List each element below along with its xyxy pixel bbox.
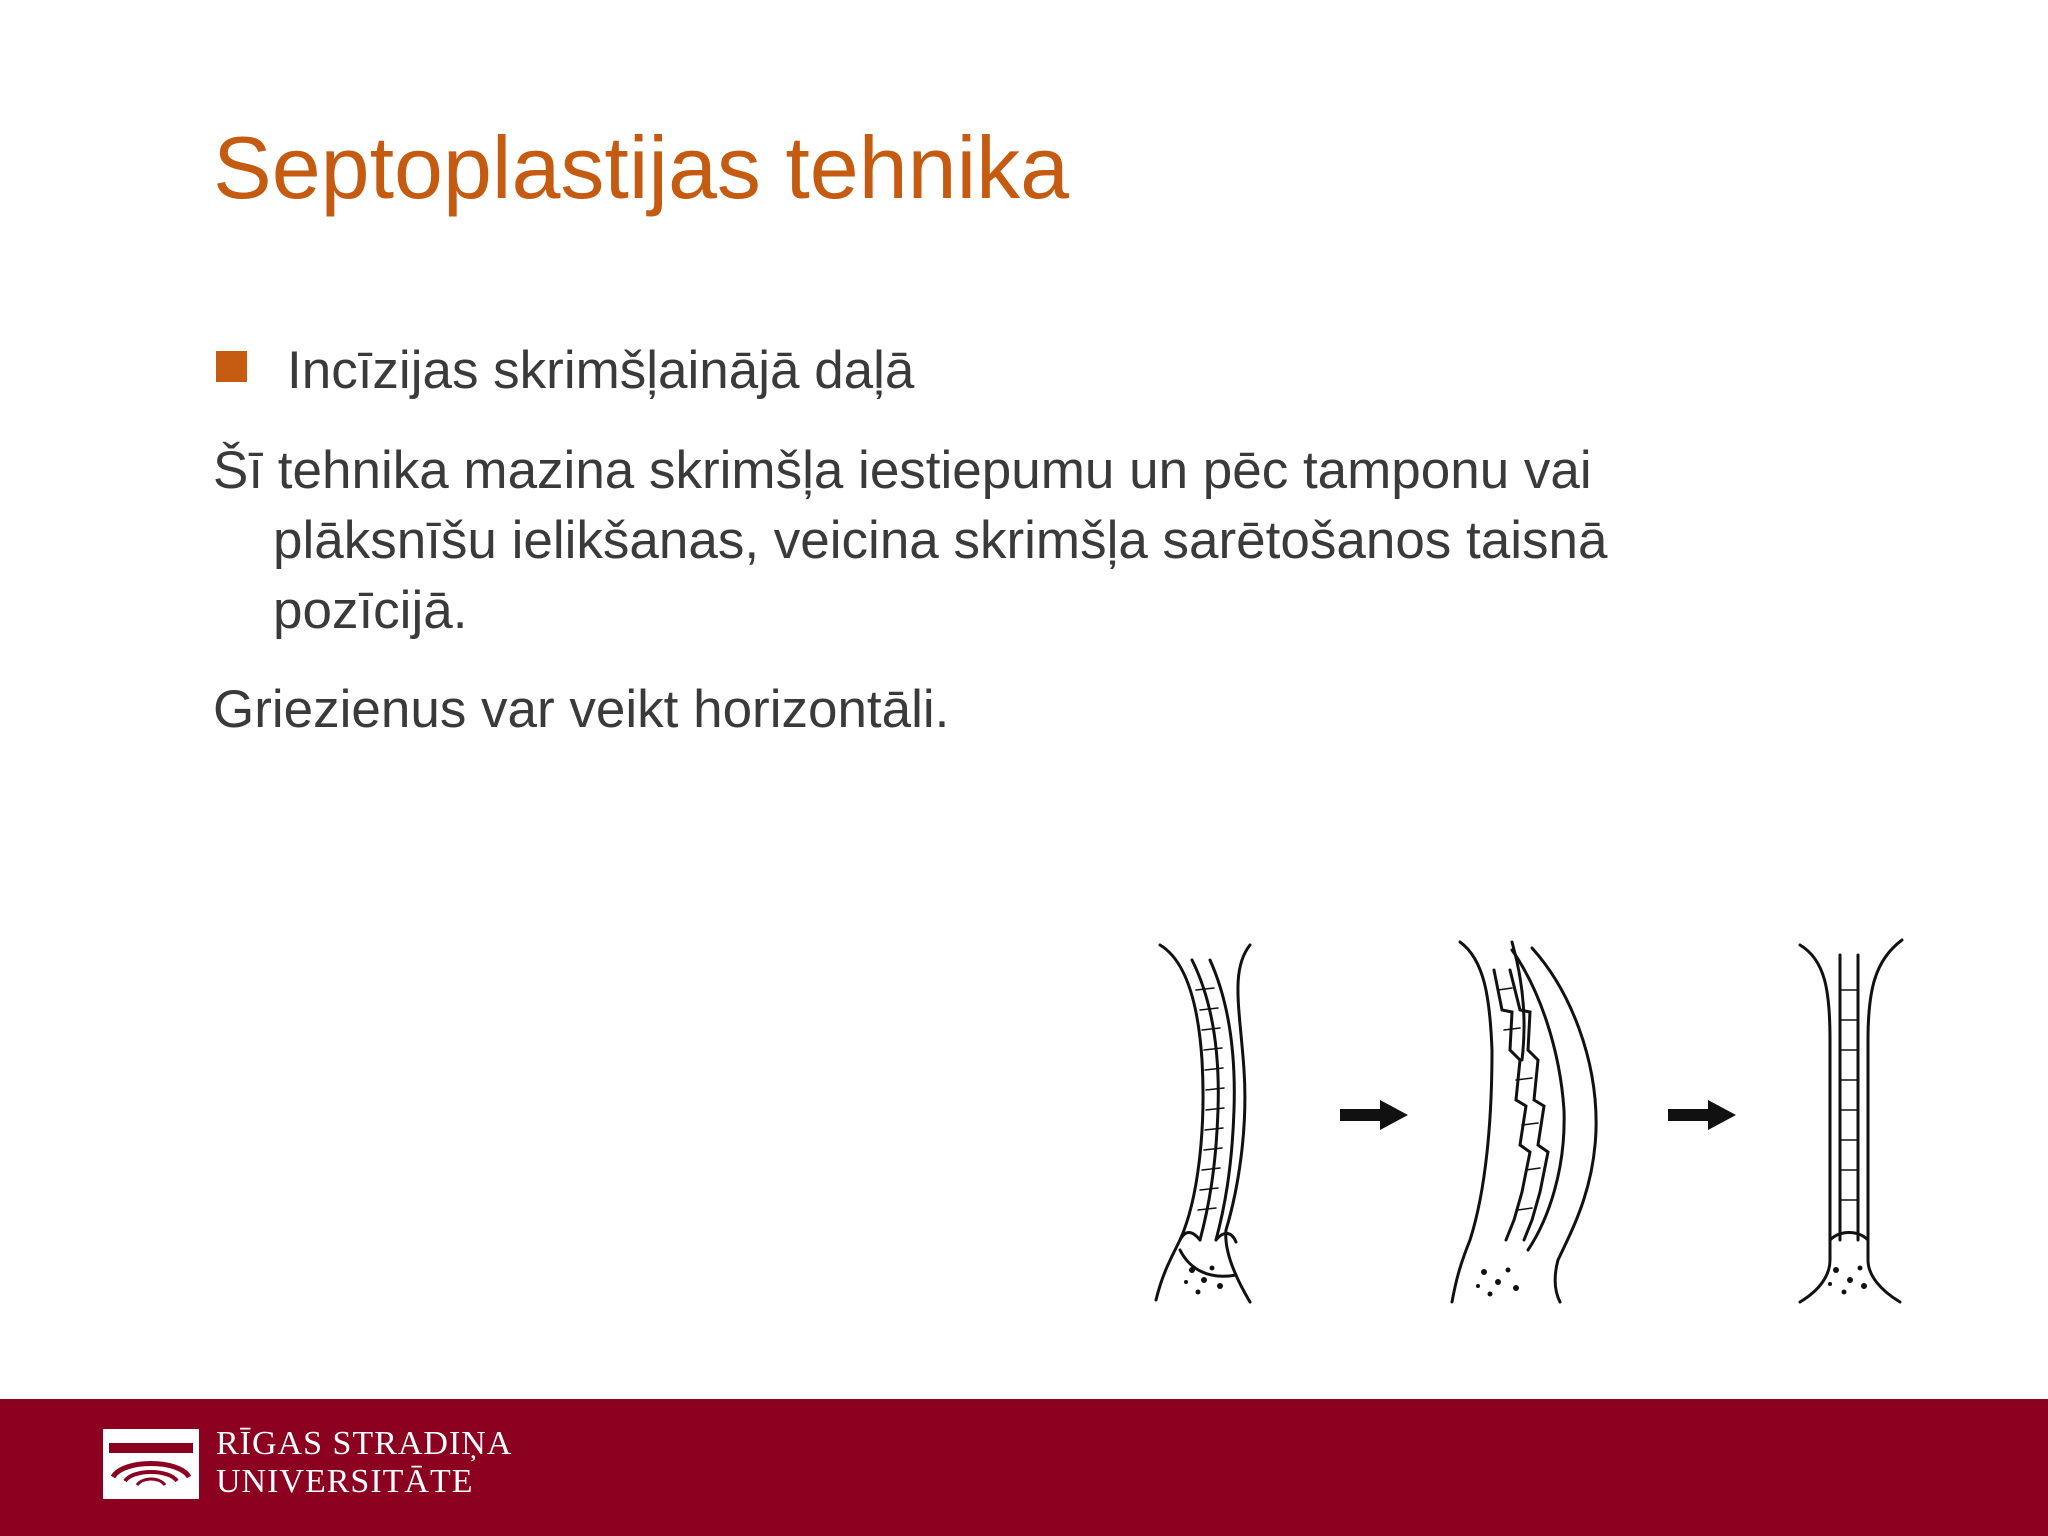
septum-figure-incised xyxy=(1452,942,1596,1302)
paragraph-technique xyxy=(213,436,1607,646)
university-name-line2: UNIVERSITĀTE xyxy=(216,1463,474,1500)
slide-title: Septoplastijas tehnika xyxy=(213,118,1070,217)
paragraph-line: pozīcijā. xyxy=(273,581,468,640)
bullet-marker xyxy=(216,351,247,382)
bullet-text: Incīzijas skrimšļainājā daļā xyxy=(287,341,915,400)
bullet-item xyxy=(216,338,914,404)
septum-figure-straight xyxy=(1800,940,1902,1302)
paragraph-line: plāksnīšu ielikšanas, veicina skrimšļa sarētošanos taisnā xyxy=(273,511,1608,570)
university-name-line1: RĪGAS STRADIŅA xyxy=(216,1425,513,1462)
septum-illustration xyxy=(1140,930,1920,1320)
paragraph-line: Šī tehnika mazina skrimšļa iestiepumu un pēc tamponu vai xyxy=(213,441,1592,500)
university-name xyxy=(216,1425,512,1501)
paragraph-cuts: Griezienus var veikt horizontāli. xyxy=(213,680,950,739)
septum-figure-curved xyxy=(1156,945,1250,1302)
university-logo-icon xyxy=(103,1429,199,1499)
footer-bar xyxy=(0,1399,2048,1536)
